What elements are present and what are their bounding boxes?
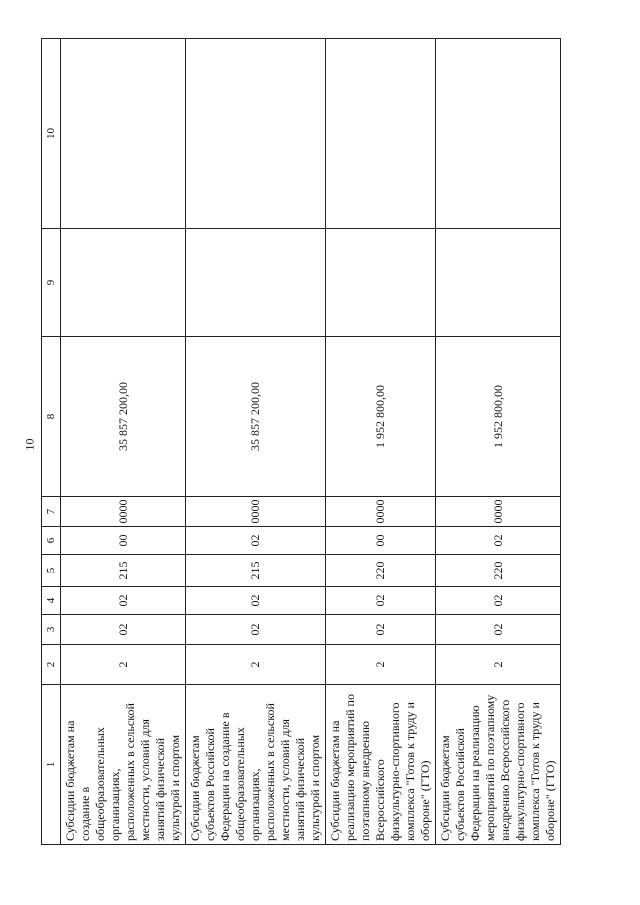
cell-col-2: 2 <box>436 645 561 685</box>
page-number: 10 <box>22 438 37 451</box>
cell-col-10 <box>61 39 186 229</box>
cell-col-6: 02 <box>436 527 561 555</box>
header-col-8: 8 <box>42 337 61 497</box>
row-name-cell: Субсидии бюджетам на реализацию мероприятий по поэтапному внедрению Всероссийского физкультурно-спортивного комплекса "Готов к труду и обороне" (ГТО) <box>326 685 436 845</box>
budget-table <box>41 38 561 845</box>
cell-amount: 35 857 200,00 <box>61 337 186 497</box>
cell-col-7: 0000 <box>326 497 436 527</box>
cell-col-5: 215 <box>186 555 326 587</box>
cell-col-10 <box>436 39 561 229</box>
cell-col-3: 02 <box>326 615 436 645</box>
header-col-5: 5 <box>42 555 61 587</box>
header-row <box>42 39 61 845</box>
cell-col-6: 00 <box>326 527 436 555</box>
cell-col-2: 2 <box>326 645 436 685</box>
cell-col-9 <box>326 229 436 337</box>
cell-col-10 <box>326 39 436 229</box>
cell-amount: 1 952 800,00 <box>326 337 436 497</box>
cell-col-5: 220 <box>326 555 436 587</box>
cell-col-3: 02 <box>436 615 561 645</box>
cell-col-2: 2 <box>186 645 326 685</box>
cell-col-9 <box>436 229 561 337</box>
header-col-6: 6 <box>42 527 61 555</box>
cell-amount: 35 857 200,00 <box>186 337 326 497</box>
table-frame <box>41 39 557 845</box>
cell-col-4: 02 <box>326 587 436 615</box>
cell-col-9 <box>61 229 186 337</box>
cell-col-7: 0000 <box>61 497 186 527</box>
cell-col-3: 02 <box>61 615 186 645</box>
table-row <box>436 39 561 845</box>
cell-col-4: 02 <box>61 587 186 615</box>
row-name-cell: Субсидии бюджетам субъектов Российской Федерации на создание в общеобразовательных организациях, расположенных в сельской местности, условий для занятий физической культурой и спортом <box>186 685 326 845</box>
header-col-1: 1 <box>42 685 61 845</box>
table-row <box>186 39 326 845</box>
header-col-9: 9 <box>42 229 61 337</box>
cell-col-4: 02 <box>436 587 561 615</box>
cell-col-5: 215 <box>61 555 186 587</box>
cell-col-9 <box>186 229 326 337</box>
header-col-2: 2 <box>42 645 61 685</box>
table-row <box>326 39 436 845</box>
cell-col-6: 00 <box>61 527 186 555</box>
cell-col-6: 02 <box>186 527 326 555</box>
row-name-cell: Субсидии бюджетам субъектов Российской Федерации на реализацию мероприятий по поэтапному внедрению Всероссийского физкультурно-спортивного комплекса "Готов к труду и обороне" (ГТО) <box>436 685 561 845</box>
header-col-10: 10 <box>42 39 61 229</box>
cell-col-3: 02 <box>186 615 326 645</box>
cell-col-7: 0000 <box>436 497 561 527</box>
cell-col-2: 2 <box>61 645 186 685</box>
header-col-4: 4 <box>42 587 61 615</box>
table-row <box>61 39 186 845</box>
cell-col-4: 02 <box>186 587 326 615</box>
rotated-table-container <box>41 39 557 845</box>
cell-col-7: 0000 <box>186 497 326 527</box>
header-col-3: 3 <box>42 615 61 645</box>
header-col-7: 7 <box>42 497 61 527</box>
cell-col-10 <box>186 39 326 229</box>
cell-amount: 1 952 800,00 <box>436 337 561 497</box>
row-name-cell: Субсидии бюджетам на создание в общеобразовательных организациях, расположенных в сельской местности, условий для занятий физической культурой и спортом <box>61 685 186 845</box>
cell-col-5: 220 <box>436 555 561 587</box>
